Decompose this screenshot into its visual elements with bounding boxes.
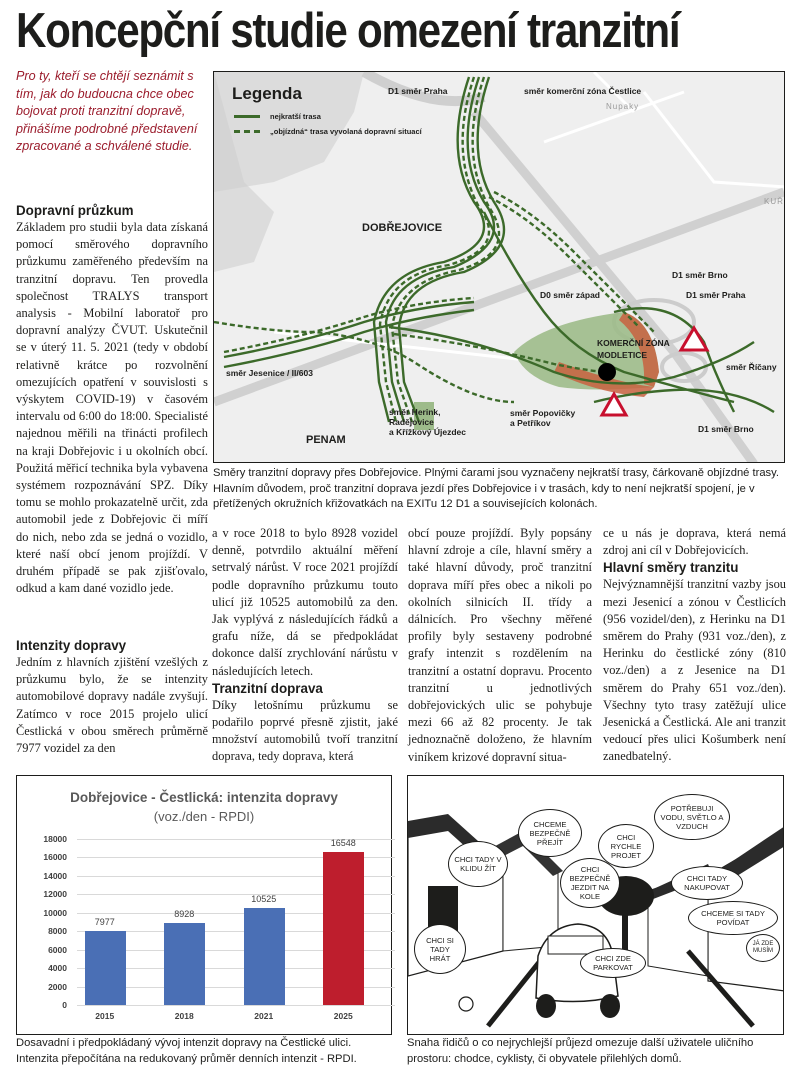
street-cartoon [407, 775, 784, 1035]
x-axis-tick: 2021 [254, 1011, 274, 1021]
directions-text: Nejvýznamnější tranzitní vazby jsou mezi Jesenicí a zónou v Čestlicích (956 vozidel/den), z Herinku na D1 směrem do Prahy (931 voz./den), z Herinku do čestlické zóny (810 voz./den) a z Jesenice na D1 směrem do Prahy 651 voz./den). Všechny tyto trasy zatěžují ulice Jesenická a Čestlická. Ale ani tranzit vedoucí přes ulici Košumberk není zanedbatelný. [603, 577, 786, 764]
label-d1-brno-bottom: D1 směr Brno [698, 424, 754, 434]
label-penam: PENAM [306, 434, 346, 446]
label-d1-praha-top: D1 směr Praha [388, 86, 448, 96]
speech-bubble: CHCI SI TADY HRÁT [414, 924, 466, 974]
bar-value-label: 7977 [94, 917, 115, 928]
legend-dashed-row [234, 127, 422, 136]
speech-bubble: CHCEME SI TADY POVÍDAT [688, 901, 778, 935]
y-axis-tick: 12000 [43, 889, 67, 900]
label-kuri: KUŘ [764, 197, 784, 206]
article-lead: Pro ty, kteří se chtějí seznámit s tím, jak do budoucna chce obec bojovat proti tranzitní dopravě, přinášíme podrobné představení zpracované a schválené studie. [16, 69, 198, 154]
label-herink-2: Radějovice [389, 417, 434, 427]
dashed-line-swatch [234, 130, 260, 133]
label-popovicky-2: a Petříkov [510, 418, 551, 428]
intensity-text-2: a v roce 2018 to bylo 8928 vozidel denně, potvrdilo aktuální měření setrvalý nárůst. V roce 2021 projíždí podle dopravního průzkumu touto ulicí již 10525 automobilů za den. Jak vyplývá z následujících řádků a grafu níže, dá se předpokládat dokonce další zrychlování nárůstu v následujících letech. [212, 526, 398, 678]
x-axis-tick: 2018 [174, 1011, 194, 1021]
column-3 [408, 525, 592, 766]
heading-transit: Tranzitní doprava [212, 680, 323, 696]
heading-directions: Hlavní směry tranzitu [603, 560, 739, 576]
x-axis-tick: 2015 [95, 1011, 115, 1021]
article-headline: Koncepční studie omezení tranzitní [16, 4, 680, 58]
transit-text-3: ce u nás je doprava, která nemá zdroj ani cíl v Dobřejovicích. [603, 526, 786, 558]
speech-bubble: CHCI RYCHLE PROJET [598, 824, 654, 868]
legend-title: Legenda [232, 84, 302, 103]
survey-text: Základem pro studii byla data získaná pomocí směrového dopravního průzkumu zaměřeného především na tranzitní dopravu. Ten provedla společnost TRALYS transport analysis - Mobilní laboratoř pro dopravní analýzy ČVUT. Uskutečnil se v úterý 11. 5. 2021 (tedy v období relativně krátce po rozvolnění omezujících opatření v souvislosti s výskytem COVID-19) v časovém intervalu od 6:00 do 18:00. Specialisté najednou měřili na třinácti profilech na kraji Dobřejovic i u okolních obcí. Použitá měřicí technika byla vybavena systémem rozpoznávání SPZ. Díky tomu se mohlo prokazatelně určit, zda automobil jede z Dobřejovic či míří do nich, nebo zda se jedná o vozidlo, které naší obcí jenom projíždí. V druhém případě se pak zjišťovalo, odkud a kam dané vozidlo jede. [16, 220, 208, 596]
solid-line-swatch [234, 115, 260, 118]
transit-text-2: obcí pouze projíždí. Byly popsány hlavní zdroje a cíle, hlavní směry a také hlavní důvody, proč tranzitní doprava míří přes obec a nikoli po okolních silnicích II. třídy a dálnicích. Pro všechny měřené profily byly sestaveny podrobné grafy intenzit s rozdělením na tranzitní a ostatní dopravu. Procento tranzitní u jednotlivých dobřejovických ulic se pohybuje mezi 66 až 82 procenty. Je tak jednoznačně doloženo, že hlavním viníkem krizové dopravní situa- [408, 526, 592, 764]
label-d1-praha-right: D1 směr Praha [686, 290, 746, 300]
map-caption: Směry tranzitní dopravy přes Dobřejovice. Plnými čarami jsou vyznačeny nejkratší trasy, čárkovaně objízdné trasy. Hlavním důvodem, proč tranzitní doprava jezdí přes Dobřejovice i v trasách, kdy to není nejkratší spojení, je v přetížených okružních křižovatkách na EXITu 12 D1 a souvisejících kolonách. [213, 467, 780, 511]
bar-2025 [323, 852, 364, 1005]
label-ricany: směr Říčany [726, 362, 777, 372]
bar-2018 [164, 923, 205, 1005]
speech-bubble: CHCI ZDE PARKOVAT [580, 948, 646, 978]
column-1 [16, 202, 208, 597]
label-jesenice: směr Jesenice / II/603 [226, 368, 313, 378]
column-4 [603, 525, 786, 766]
transit-map [213, 71, 785, 463]
gridline [77, 1005, 395, 1006]
speech-bubble: CHCEME BEZPEČNĚ PŘEJÍT [518, 809, 582, 857]
y-axis-tick: 4000 [48, 963, 67, 974]
heading-intensity: Intenzity dopravy [16, 638, 127, 653]
chart-title: Dobřejovice - Čestlická: intenzita dopravy [70, 790, 338, 805]
heading-survey: Dopravní průzkum [16, 203, 134, 218]
speech-bubble: CHCI BEZPEČNĚ JEZDIT NA KOLE [560, 858, 620, 908]
label-d1-brno-top: D1 směr Brno [672, 270, 728, 280]
chart-caption: Dosavadní i předpokládaný vývoj intenzit dopravy na Čestlické ulici. Intenzita přepočítána na redukovaný průměr denních intenzit - RPDI. [16, 1037, 357, 1065]
y-axis-tick: 16000 [43, 852, 67, 863]
bar-value-label: 10525 [251, 893, 277, 904]
label-dobrejovice: DOBŘEJOVICE [362, 222, 443, 234]
y-axis-tick: 14000 [43, 870, 67, 881]
y-axis-tick: 18000 [43, 834, 67, 844]
legend-solid-row [234, 112, 321, 121]
speech-bubble: CHCI TADY NAKUPOVAT [671, 866, 743, 900]
column-2 [212, 525, 398, 766]
speech-bubble: POTŘEBUJI VODU, SVĚTLO A VZDUCH [654, 794, 730, 840]
y-axis-tick: 2000 [48, 981, 67, 992]
y-axis-tick: 10000 [43, 907, 67, 918]
bar-value-label: 16548 [330, 838, 356, 849]
y-axis-tick: 0 [62, 1000, 67, 1010]
label-herink-3: a Křížkový Újezdec [389, 427, 467, 437]
speech-bubble: CHCI TADY V KLIDU ŽÍT [448, 841, 508, 887]
chart-plot-area [43, 834, 395, 1021]
bar-2021 [244, 908, 285, 1005]
bar-2015 [85, 931, 126, 1005]
y-axis-tick: 8000 [48, 926, 67, 937]
label-popovicky-1: směr Popovičky [510, 408, 576, 418]
chart-subtitle: (voz./den - RPDI) [153, 809, 255, 824]
column-1-bottom [16, 637, 208, 757]
transit-text-1: Díky letošnímu průzkumu se podařilo poprvé přesně zjistit, jaké množství automobilů tvoří tranzitní doprava, tedy doprava, která [212, 697, 398, 764]
label-zone-line2: MODLETICE [597, 350, 648, 360]
x-axis-tick: 2025 [333, 1011, 353, 1021]
intensity-text-1: Jedním z hlavních zjištění vzešlých z průzkumu bylo, že se intenzity automobilové dopravy nadále zvyšují. Zatímco v roce 2015 projelo ulicí Čestlická v obou směrech průměrně 7977 vozidel za den [16, 655, 208, 756]
traffic-bar-chart [16, 775, 392, 1035]
speech-bubble: JÁ ZDE MUSÍM [746, 934, 780, 962]
label-zone-line1: KOMERČNÍ ZÓNA [597, 338, 670, 348]
y-axis-tick: 6000 [48, 944, 67, 955]
label-nupaky: Nupaky [606, 102, 640, 111]
cartoon-caption: Snaha řidičů o co nejrychlejší průjezd omezuje další uživatele uličního prostoru: chodce, cyklisty, či obyvatele přilehlých domů. [407, 1037, 754, 1065]
label-herink-1: směr Herink, [389, 407, 441, 417]
bar-value-label: 8928 [174, 908, 195, 919]
legend-dashed-label: „objízdná“ trasa vyvolaná dopravní situací [270, 127, 422, 136]
label-cestlice: směr komerční zóna Čestlice [524, 86, 642, 96]
legend-solid-label: nejkratší trasa [270, 112, 321, 121]
label-d0-zapad: D0 směr západ [540, 290, 600, 300]
